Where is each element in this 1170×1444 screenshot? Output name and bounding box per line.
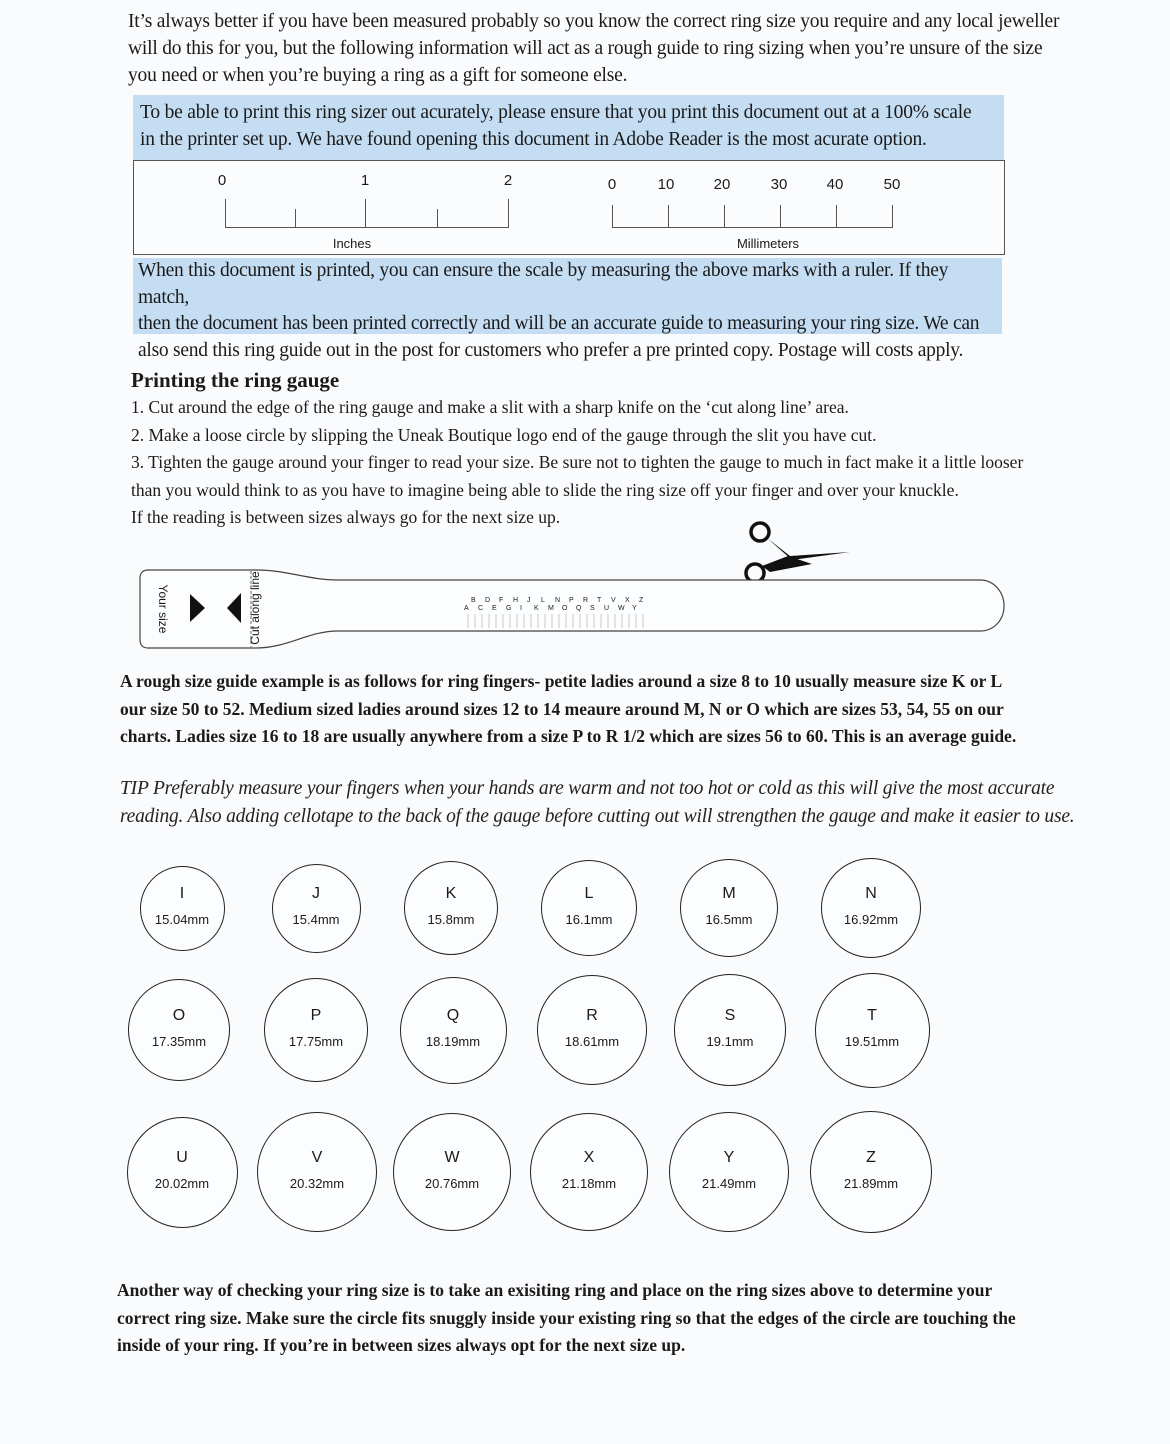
ring-size-circle — [400, 977, 507, 1084]
ring-letter: R — [586, 1007, 598, 1024]
mm-label-10: 10 — [657, 176, 675, 193]
intro-paragraph — [128, 8, 1088, 89]
ring-diameter: 19.1mm — [706, 1034, 754, 1049]
millimeters-title: Millimeters — [736, 236, 800, 251]
check-line: then the document has been printed correctly and will be an accurate guide to measuring your ring size. We can — [138, 313, 980, 334]
tip-line: TIP Preferably measure your fingers when your hands are warm and not too hot or cold as this will give the most accurate — [120, 778, 1055, 799]
intro-line: you need or when you’re buying a ring as a gift for someone else. — [128, 65, 628, 86]
ring-size-circle — [680, 859, 778, 957]
gauge-letter: Q — [576, 605, 582, 612]
ring-size-circle — [815, 973, 930, 1088]
mm-tick — [892, 205, 893, 228]
ring-size-circle — [537, 975, 647, 1085]
inch-tick — [295, 209, 296, 228]
ring-diameter: 16.1mm — [565, 912, 613, 927]
ring-size-circle — [541, 860, 637, 956]
gauge-letter: T — [597, 597, 602, 604]
ring-diameter: 19.51mm — [844, 1034, 900, 1049]
scale-ruler-box — [133, 160, 1005, 255]
ring-letter: Z — [866, 1149, 876, 1166]
gauge-letter: O — [562, 605, 568, 612]
tip-line: reading. Also adding cellotape to the back of the gauge before cutting out will strengthen the gauge and make it easier to use. — [120, 806, 1075, 827]
ring-diameter: 17.75mm — [288, 1034, 344, 1049]
instruction-line: 3. Tighten the gauge around your finger to read your size. Be sure not to tighten the gauge to much in fact make it a little looser — [131, 452, 1024, 472]
instruction-line: 1. Cut around the edge of the ring gauge and make a slit with a sharp knife on the ‘cut along line’ area. — [131, 397, 849, 417]
gauge-letter: Z — [639, 597, 644, 604]
outro-paragraph — [117, 1277, 1117, 1360]
gauge-letter: N — [555, 597, 561, 604]
notice-line: in the printer set up. We have found opening this document in Adobe Reader is the most acurate option. — [140, 129, 927, 150]
ring-size-circle — [821, 858, 921, 958]
check-line: When this document is printed, you can ensure the scale by measuring the above marks with a ruler. If they match, — [138, 260, 949, 308]
inch-tick — [225, 199, 226, 228]
gauge-letter: J — [527, 597, 531, 604]
mm-label-0: 0 — [607, 176, 617, 193]
ring-size-circle — [404, 861, 498, 955]
ring-letter: W — [444, 1149, 460, 1166]
inch-tick — [508, 199, 509, 228]
ring-diameter: 21.89mm — [843, 1176, 899, 1191]
gauge-letter: R — [583, 597, 589, 604]
instruction-line: 2. Make a loose circle by slipping the Uneak Boutique logo end of the gauge through the slit you have cut. — [131, 424, 877, 445]
ring-size-circle — [264, 978, 368, 1082]
gauge-letter: V — [611, 597, 616, 604]
ring-letter: M — [722, 885, 736, 902]
gauge-letter: I — [520, 605, 522, 612]
instructions-heading: Printing the ring gauge — [131, 368, 340, 392]
gauge-letter: Y — [632, 605, 637, 612]
ring-letter: K — [445, 885, 457, 902]
gauge-letter: S — [590, 605, 595, 612]
print-check-notice — [133, 258, 1002, 361]
ring-size-circle — [669, 1112, 789, 1232]
outro-line: correct ring size. Make sure the circle fits snuggly inside your existing ring so that the edges of the circle are touching the — [117, 1307, 1016, 1328]
instruction-line: If the reading is between sizes always go for the next size up. — [131, 507, 561, 527]
inch-label-0: 0 — [217, 172, 227, 189]
ring-size-circle — [127, 1117, 238, 1228]
your-size-label: Your size — [156, 584, 170, 634]
ring-letter: T — [867, 1007, 877, 1024]
ring-diameter: 20.76mm — [424, 1176, 480, 1191]
mm-label-40: 40 — [826, 176, 844, 193]
ring-letter: U — [176, 1149, 188, 1166]
size-guide-line: A rough size guide example is as follows for ring fingers- petite ladies around a size 8 to 10 usually measure size K or L — [120, 671, 1003, 691]
gauge-letter: W — [618, 605, 625, 612]
ring-diameter: 17.35mm — [151, 1034, 207, 1049]
ring-letter: O — [172, 1007, 186, 1024]
ring-diameter: 15.4mm — [292, 912, 340, 927]
ring-diameter: 16.5mm — [705, 912, 753, 927]
ring-letter: S — [724, 1007, 736, 1024]
cut-along-line-label: Cut along line — [248, 571, 262, 645]
ring-letter: I — [179, 885, 185, 902]
gauge-letter: X — [625, 597, 630, 604]
intro-line: will do this for you, but the following information will act as a rough guide to ring sizing when you’re unsure of the size — [128, 38, 1043, 59]
ring-letter: P — [310, 1007, 322, 1024]
gauge-letter: F — [499, 597, 504, 604]
ring-diameter: 21.18mm — [561, 1176, 617, 1191]
ring-diameter: 21.49mm — [701, 1176, 757, 1191]
intro-line: It’s always better if you have been measured probably so you know the correct ring size you require and any local jeweller — [128, 11, 1060, 32]
gauge-letter: M — [548, 605, 554, 612]
instruction-line: than you would think to as you have to imagine being able to slide the ring size off your finger and over your knuckle. — [131, 479, 959, 500]
ring-letter: Q — [446, 1007, 460, 1024]
mm-ruler-baseline — [612, 227, 892, 228]
instructions-section — [131, 366, 1091, 532]
inch-tick — [437, 209, 438, 228]
ring-size-circle — [257, 1112, 377, 1232]
ring-diameter: 15.04mm — [154, 912, 210, 927]
inch-tick — [365, 199, 366, 228]
size-guide-line: charts. Ladies size 16 to 18 are usually anywhere from a size P to R 1/2 which are sizes 56 to 60. This is an average guide. — [120, 726, 1017, 746]
inch-label-1: 1 — [360, 172, 370, 189]
ring-size-circle — [128, 979, 230, 1081]
gauge-letter: E — [492, 605, 497, 612]
ring-size-circle — [140, 866, 225, 951]
gauge-letter: L — [541, 597, 545, 604]
size-guide-line: our size 50 to 52. Medium sized ladies around sizes 12 to 14 meaure around M, N or O which are sizes 53, 54, 55 on our — [120, 698, 1004, 719]
inch-ruler-baseline — [225, 227, 509, 228]
gauge-letter: U — [604, 605, 610, 612]
outro-line: inside of your ring. If you’re in between sizes always opt for the next size up. — [117, 1335, 686, 1355]
inches-title: Inches — [332, 236, 372, 251]
gauge-letter: G — [506, 605, 512, 612]
inch-label-2: 2 — [503, 172, 513, 189]
gauge-letter: H — [513, 597, 519, 604]
mm-label-30: 30 — [770, 176, 788, 193]
gauge-letter: D — [485, 597, 491, 604]
check-line: also send this ring guide out in the post for customers who prefer a pre printed copy. Postage will costs apply. — [138, 339, 964, 361]
gauge-letter: C — [478, 605, 484, 612]
ring-diameter: 18.19mm — [425, 1034, 481, 1049]
ring-diameter: 18.61mm — [564, 1034, 620, 1049]
mm-label-50: 50 — [883, 176, 901, 193]
mm-tick — [836, 205, 837, 228]
ring-gauge-strip — [138, 568, 1008, 650]
mm-tick — [612, 205, 613, 228]
ring-size-circle — [674, 974, 786, 1086]
ring-size-circle — [272, 864, 361, 953]
ring-letter: V — [311, 1149, 323, 1166]
ring-letter: N — [865, 885, 877, 902]
print-scale-notice — [133, 95, 1004, 161]
ring-letter: L — [584, 885, 594, 902]
gauge-letter: P — [569, 597, 574, 604]
ring-letter: X — [583, 1149, 595, 1166]
ring-letter: Y — [723, 1149, 735, 1166]
ring-diameter: 15.8mm — [427, 912, 475, 927]
ring-size-circle — [530, 1113, 648, 1231]
ring-diameter: 20.02mm — [154, 1176, 210, 1191]
ring-size-circle — [810, 1111, 932, 1233]
ring-diameter: 20.32mm — [289, 1176, 345, 1191]
mm-tick — [780, 205, 781, 228]
tip-paragraph — [120, 775, 1120, 831]
gauge-letter: B — [471, 597, 476, 604]
outro-line: Another way of checking your ring size is to take an exisiting ring and place on the ring sizes above to determine your — [117, 1280, 993, 1300]
size-guide-paragraph — [120, 668, 1120, 751]
mm-tick — [668, 205, 669, 228]
gauge-letter: A — [464, 605, 469, 612]
ring-diameter: 16.92mm — [843, 912, 899, 927]
ring-letter: J — [312, 885, 320, 902]
ring-size-circle — [393, 1113, 511, 1231]
gauge-letter: K — [534, 605, 539, 612]
notice-line: To be able to print this ring sizer out acurately, please ensure that you print this document out at a 100% scale — [140, 102, 972, 123]
mm-tick — [724, 205, 725, 228]
mm-label-20: 20 — [713, 176, 731, 193]
